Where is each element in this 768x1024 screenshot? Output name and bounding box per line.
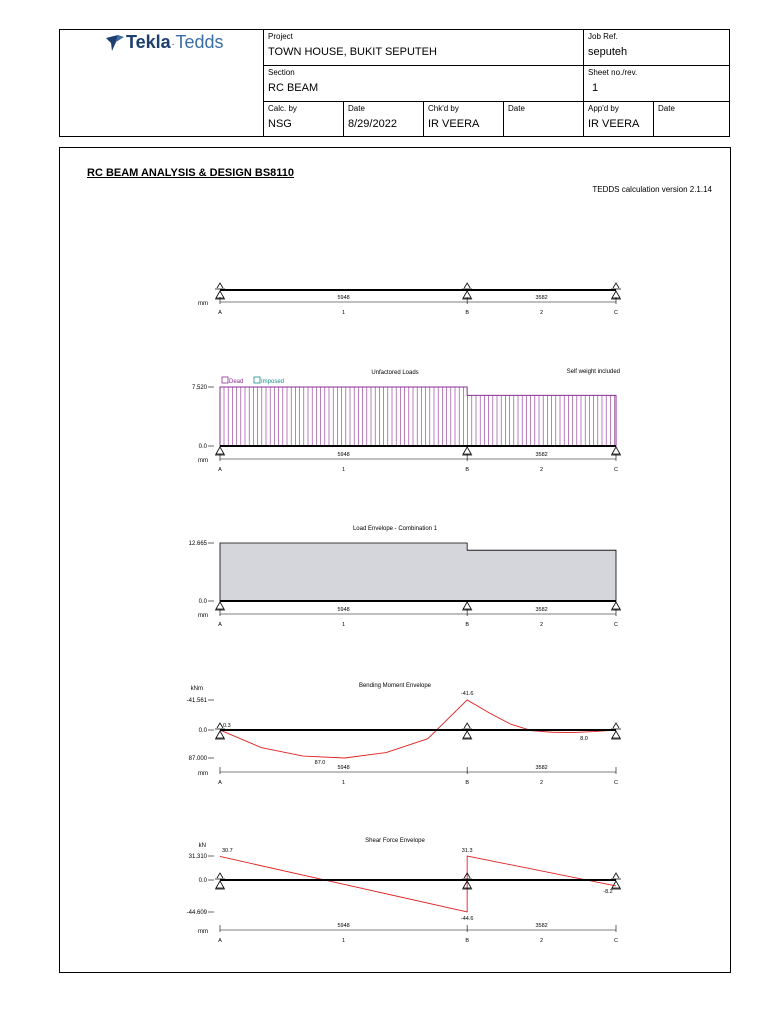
beam-support-top-icon: [215, 283, 225, 289]
appd-label: App'd by: [588, 104, 619, 113]
bm-support-icon: [463, 731, 471, 738]
y-tick-label: 0.0: [198, 728, 207, 734]
sf-dim-span-label: 2: [540, 938, 544, 944]
beam-layout-dim-span-length: 5948: [337, 295, 350, 301]
bm-dim-span-label: 2: [540, 780, 544, 786]
version-text: TEDDS calculation version 2.1.14: [592, 185, 712, 194]
dead-load-area: [220, 387, 616, 446]
beam-layout-line-support-icon: [216, 291, 224, 298]
sf-dim-unit: mm: [198, 929, 208, 935]
logo-product: Tedds: [175, 32, 224, 52]
envelope-dim-span-label: 2: [540, 622, 544, 628]
envelope-dim-support-label: C: [614, 622, 618, 628]
bm-value-label: 0.3: [223, 723, 231, 729]
load-dim-support-label: A: [218, 467, 222, 473]
bm-dim-span-length: 5948: [337, 765, 350, 771]
sf-dim-support-label: C: [614, 938, 618, 944]
tekla-tedds-logo: Tekla . Tedds: [104, 32, 224, 53]
bm-value-label: 87.0: [314, 760, 326, 766]
y-tick-label: 7.520: [191, 385, 207, 391]
y-tick-label: 0.0: [198, 878, 207, 884]
project-label: Project: [268, 32, 293, 41]
beam-layout-dim-support-label: C: [614, 310, 618, 316]
sf-dim-span-length: 3582: [535, 923, 548, 929]
sf-support-icon: [612, 881, 620, 888]
envelope-dim-span-length: 3582: [535, 607, 548, 613]
bm-dim-span-label: 1: [342, 780, 346, 786]
imposed-legend-label: Imposed: [261, 379, 285, 385]
sf-value-label: -44.6: [460, 916, 474, 922]
date2-label: Date: [508, 104, 525, 113]
beam-layout-dim-span-length: 3582: [535, 295, 548, 301]
beam-layout-dim-support-label: B: [465, 310, 469, 316]
load-dim-span-label: 1: [342, 467, 346, 473]
sf-unit-label: kN: [198, 843, 206, 849]
beam-layout-line-support-icon: [463, 291, 471, 298]
bm-dim-support-label: C: [614, 780, 618, 786]
load-envelope-area: [220, 543, 616, 601]
logo-brand: Tekla: [126, 32, 171, 52]
jobref-value: seputeh: [588, 46, 628, 58]
dead-legend-swatch: [222, 377, 228, 383]
y-tick-label: 0.0: [198, 599, 207, 605]
y-tick-label: -44.609: [186, 910, 207, 916]
sf-value-label: 30.7: [222, 848, 233, 854]
sf-dim-span-length: 5948: [337, 923, 350, 929]
load-dim-support-label: C: [614, 467, 618, 473]
envelope-dim-span-length: 5948: [337, 607, 350, 613]
load-beam-line-support-icon: [216, 447, 224, 454]
beam-support-top-icon: [611, 283, 621, 289]
document-title: RC BEAM ANALYSIS & DESIGN BS8110: [87, 167, 295, 179]
envelope-beam-line-support-icon: [216, 602, 224, 609]
appd-value: IR VEERA: [588, 118, 640, 130]
date1-label: Date: [348, 104, 365, 113]
bm-dim-support-label: B: [465, 780, 469, 786]
jobref-label: Job Ref.: [588, 32, 618, 41]
beam-layout-dim-span-label: 1: [342, 310, 346, 316]
bm-dim-span-length: 3582: [535, 765, 548, 771]
envelope-dim-span-label: 1: [342, 622, 346, 628]
calcby-label: Calc. by: [268, 104, 297, 113]
load-dim-span-length: 5948: [337, 452, 350, 458]
load-dim-unit: mm: [198, 458, 208, 464]
sf-dim-support-label: B: [465, 938, 469, 944]
sf-support-top-icon: [611, 873, 621, 879]
sheet-value: 1: [592, 82, 599, 94]
chkd-label: Chk'd by: [428, 104, 459, 113]
y-tick-label: 31.310: [188, 854, 207, 860]
sf-dim-support-label: A: [218, 938, 222, 944]
load-beam-line-support-icon: [463, 447, 471, 454]
section-value: RC BEAM: [268, 82, 319, 94]
bm-value-label: -41.6: [460, 691, 474, 697]
y-tick-label: 87.000: [188, 756, 207, 762]
unfactored-loads-title: Unfactored Loads: [371, 370, 419, 376]
bm-support-icon: [612, 731, 620, 738]
beam-layout-dim-unit: mm: [198, 301, 208, 307]
bm-support-top-icon: [462, 723, 472, 729]
sf-support-top-icon: [215, 873, 225, 879]
beam-layout-line-support-icon: [612, 291, 620, 298]
self-weight-note: Self weight included: [566, 369, 620, 375]
sf-value-label: -8.2: [603, 889, 613, 895]
beam-support-top-icon: [462, 283, 472, 289]
envelope-dim-support-label: A: [218, 622, 222, 628]
load-dim-support-label: B: [465, 467, 469, 473]
section-label: Section: [268, 68, 295, 77]
bm-dim-unit: mm: [198, 771, 208, 777]
sheet-label: Sheet no./rev.: [588, 68, 638, 77]
envelope-beam-line-support-icon: [612, 602, 620, 609]
shear-force-curve: [220, 856, 616, 912]
load-dim-span-label: 2: [540, 467, 544, 473]
sf-value-label: 31.3: [461, 848, 473, 854]
y-tick-label: 0.0: [198, 444, 207, 450]
shear-force-title: Shear Force Envelope: [365, 838, 425, 844]
bm-value-label: 8.0: [580, 736, 588, 742]
sf-support-icon: [216, 881, 224, 888]
y-tick-label: 12.665: [188, 541, 207, 547]
beam-layout-dim-support-label: A: [218, 310, 222, 316]
project-value: TOWN HOUSE, BUKIT SEPUTEH: [268, 46, 437, 58]
beam-layout-dim-span-label: 2: [540, 310, 544, 316]
calcby-value: NSG: [268, 118, 292, 130]
y-tick-label: -41.561: [186, 698, 207, 704]
date3-label: Date: [658, 104, 675, 113]
load-dim-span-length: 3582: [535, 452, 548, 458]
load-envelope-title: Load Envelope - Combination 1: [352, 526, 438, 532]
envelope-dim-support-label: B: [465, 622, 469, 628]
bm-support-icon: [216, 731, 224, 738]
sf-dim-span-label: 1: [342, 938, 346, 944]
bm-support-top-icon: [611, 723, 621, 729]
load-beam-line-support-icon: [612, 447, 620, 454]
bm-dim-support-label: A: [218, 780, 222, 786]
bending-moment-curve: [220, 700, 616, 758]
envelope-beam-line-support-icon: [463, 602, 471, 609]
chkd-value: IR VEERA: [428, 118, 480, 130]
dead-legend-label: Dead: [229, 379, 244, 385]
bm-unit-label: kNm: [190, 686, 203, 692]
envelope-dim-unit: mm: [198, 613, 208, 619]
date1-value: 8/29/2022: [348, 118, 397, 130]
imposed-legend-swatch: [254, 377, 260, 383]
bending-moment-title: Bending Moment Envelope: [358, 683, 432, 689]
